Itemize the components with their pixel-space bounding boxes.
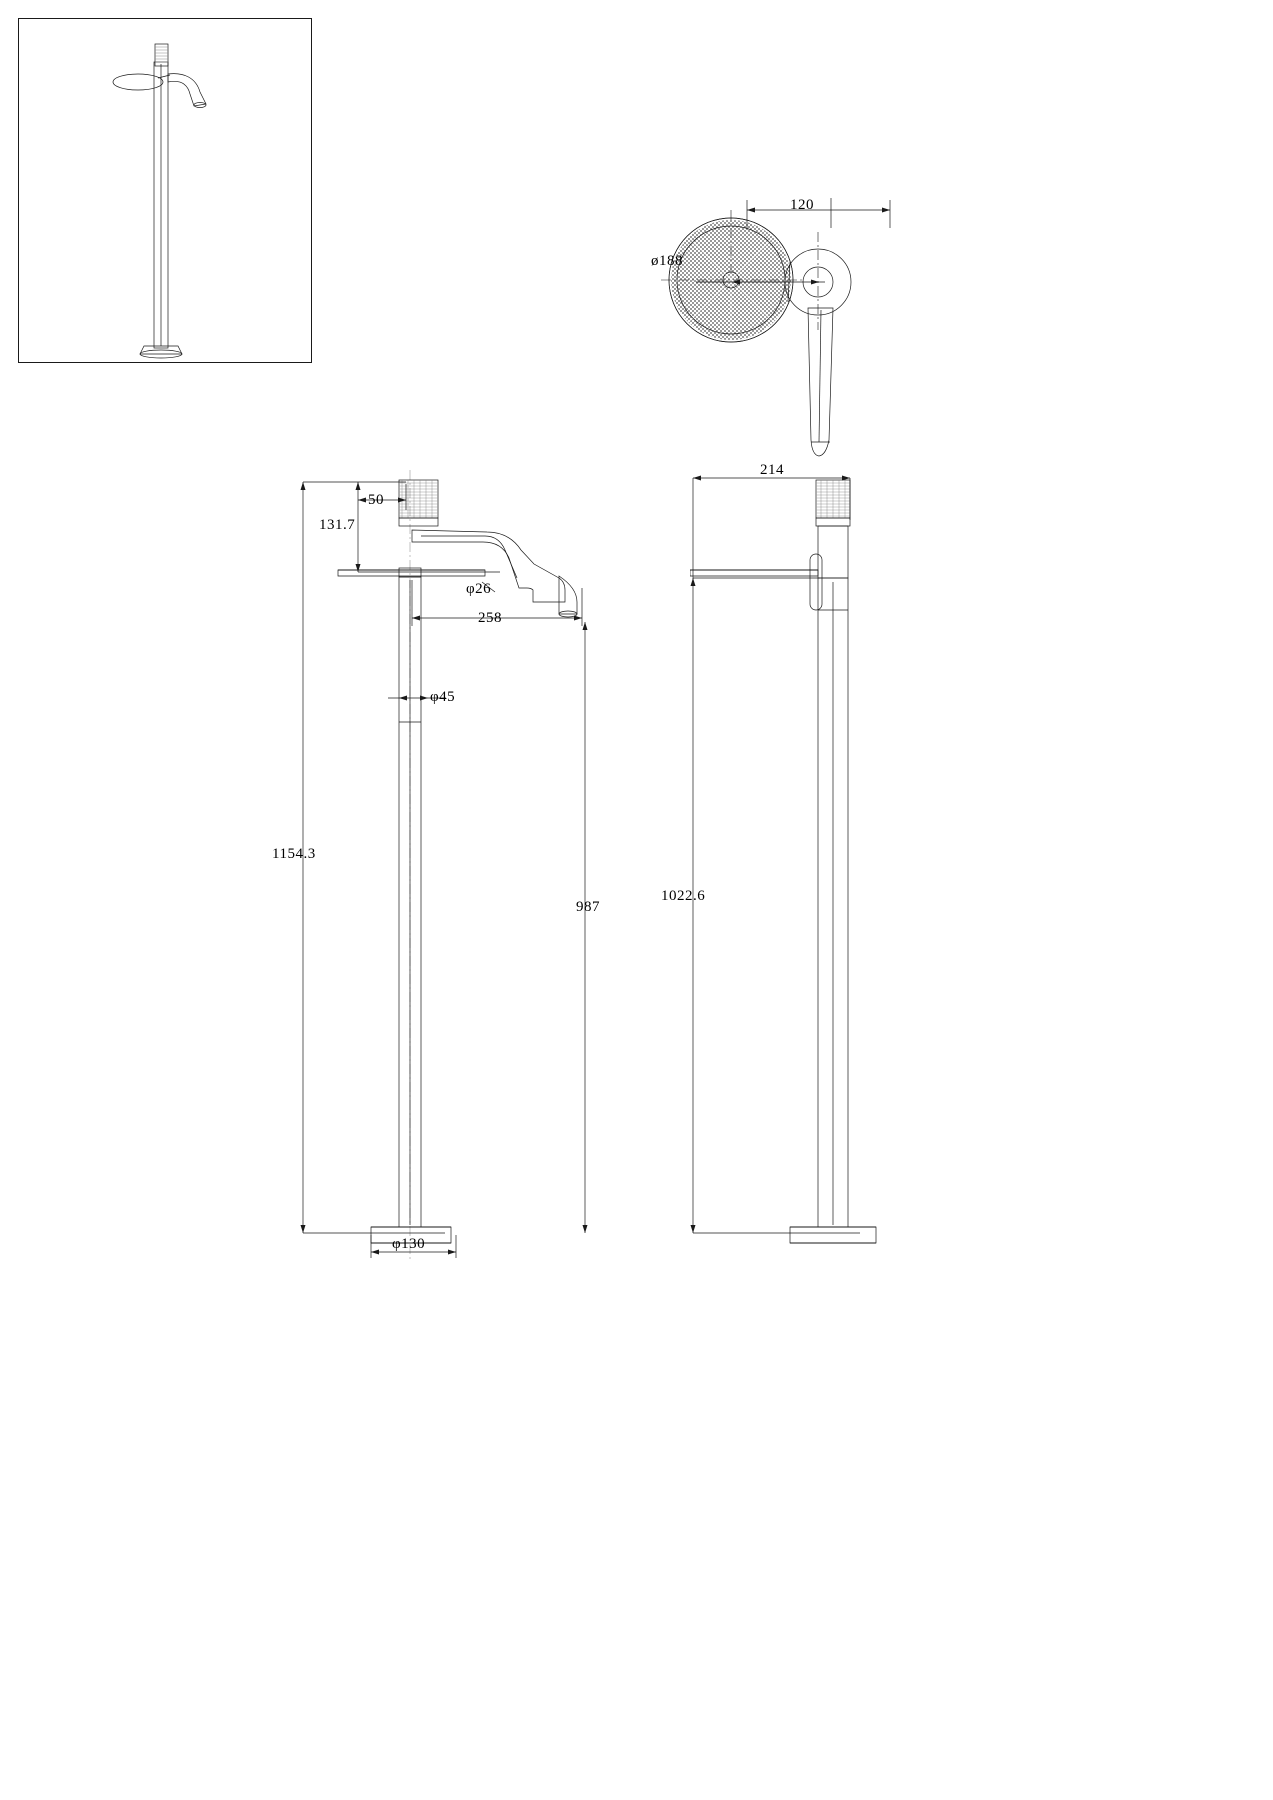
- dim-188-svg: [690, 270, 850, 294]
- front-dimension-layer: [260, 470, 640, 1270]
- dim-label-spout-top: 50: [368, 492, 384, 508]
- dimension-handshower-diameter: [690, 270, 850, 294]
- dim-label-handshower-offset: 120: [790, 197, 814, 213]
- dim-label-spout-reach: 258: [478, 610, 502, 626]
- dim-label-spout-height: 987: [576, 899, 600, 915]
- dim-label-spout-diameter: φ26: [466, 581, 492, 597]
- dimension-handshower-offset: [740, 188, 920, 228]
- front-dims-svg: [260, 470, 640, 1270]
- perspective-preview-box: [18, 18, 312, 363]
- side-dims-svg: [660, 460, 960, 1270]
- dim-120-svg: [740, 188, 920, 228]
- dim-label-side-height: 1022.6: [661, 888, 706, 904]
- dim-label-column-diameter: φ45: [430, 689, 456, 705]
- dim-label-total-height: 1154.3: [272, 846, 316, 862]
- dim-label-side-reach: 214: [760, 462, 784, 478]
- dim-label-base-diameter: φ130: [392, 1236, 426, 1252]
- dim-label-handle-height: 131.7: [319, 517, 356, 533]
- perspective-preview-svg: [18, 18, 312, 363]
- dim-label-handshower-diameter: ø188: [651, 253, 683, 269]
- side-dimension-layer: [660, 460, 960, 1270]
